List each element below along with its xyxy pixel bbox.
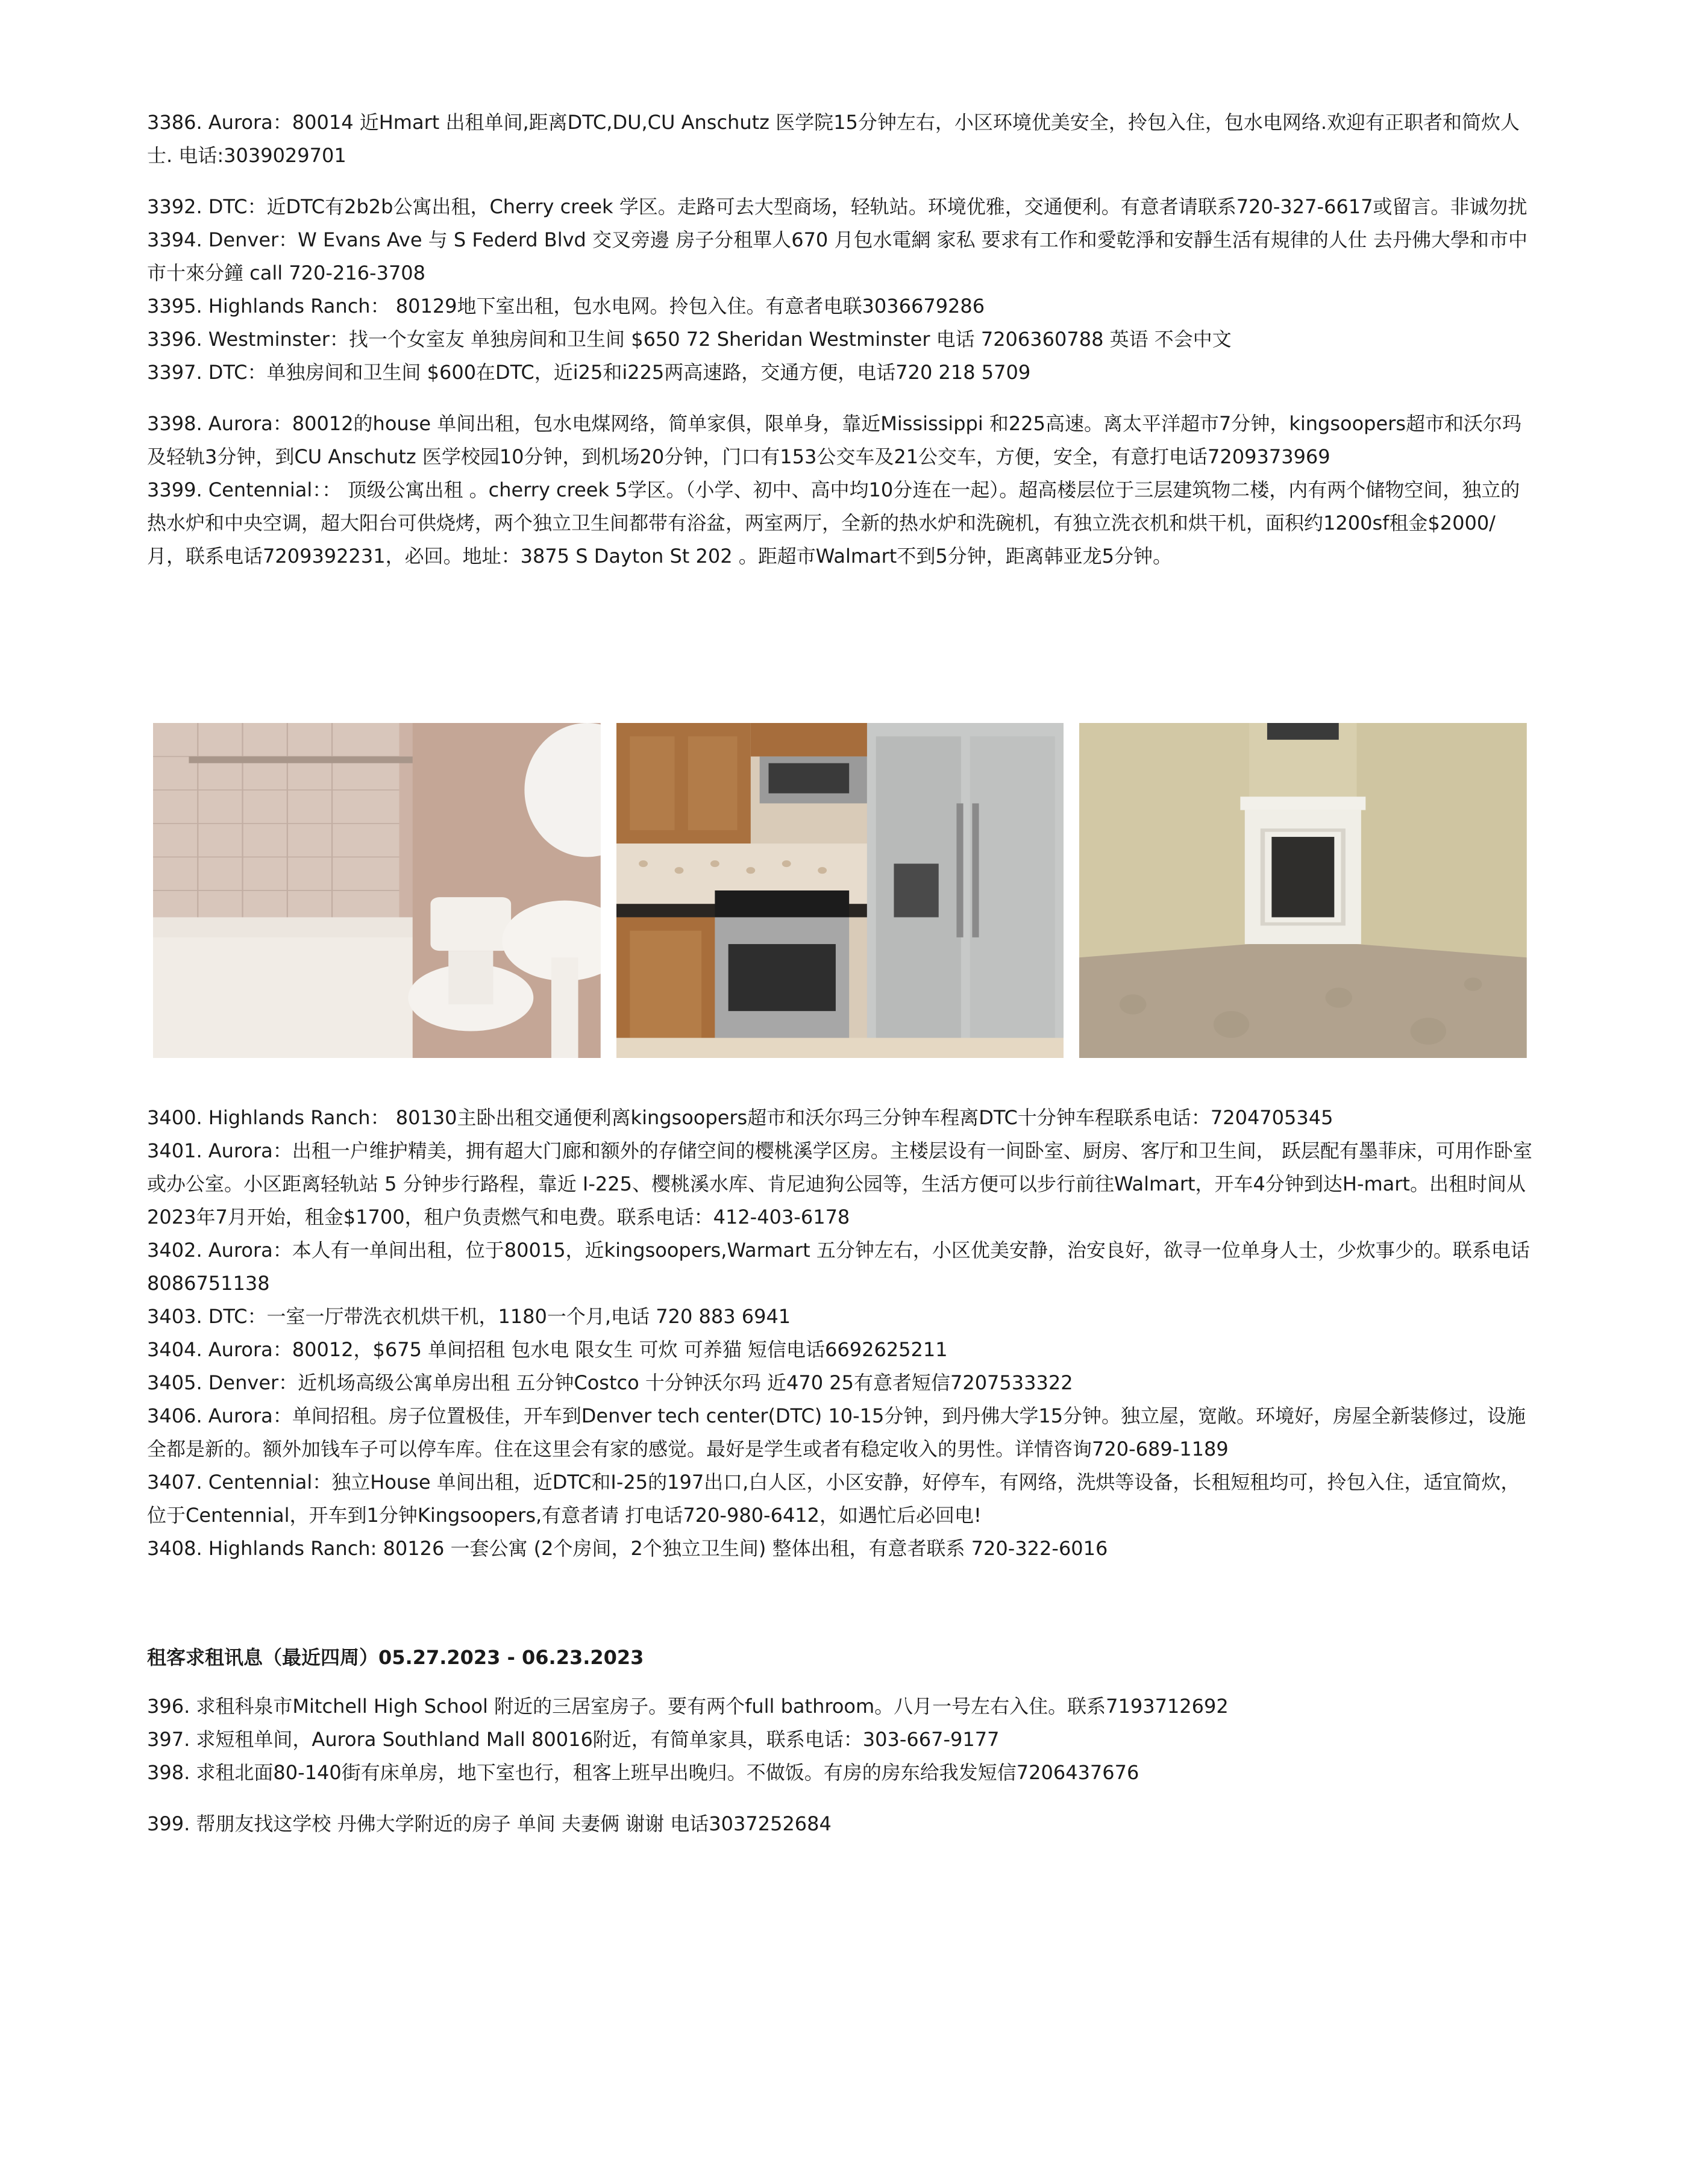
listing-3403: 3403. DTC：一室一厅带洗衣机烘干机，1180一个月,电话 720 883 6941 <box>147 1305 791 1328</box>
listing-3395: 3395. Highlands Ranch： 80129地下室出租，包水电网。拎包入住。有意者电联3036679286 <box>147 295 985 318</box>
request-group-1 <box>147 1690 1533 1789</box>
listings-section <box>147 106 1533 591</box>
listing-group-4 <box>147 1101 1533 1565</box>
listing-3405: 3405. Denver：近机场高级公寓单房出租 五分钟Costco 十分钟沃尔玛 近470 25有意者短信7207533322 <box>147 1371 1073 1394</box>
living-room-image <box>1079 723 1527 1058</box>
listing-photos <box>153 723 1527 1058</box>
request-396: 396. 求租科泉市Mitchell High School 附近的三居室房子。要有两个full bathroom。八月一号左右入住。联系7193712692 <box>147 1695 1229 1718</box>
listing-3400: 3400. Highlands Ranch： 80130主卧出租交通便利离kingsoopers超市和沃尔玛三分钟车程离DTC十分钟车程联系电话：7204705345 <box>147 1106 1333 1129</box>
listing-3402: 3402. Aurora：本人有一单间出租，位于80015，近kingsoopers,Warmart 五分钟左右，小区优美安静，治安良好，欲寻一位单身人士，少炊事少的。联系电话8086751138 <box>147 1239 1530 1295</box>
bathroom-image <box>153 723 601 1058</box>
listing-3394: 3394. Denver：W Evans Ave 与 S Federd Blvd 交叉旁邊 房子分租單人670 月包水電網 家私 要求有工作和愛乾淨和安靜生活有規律的人仕 去丹佛大學和市中市十來分鐘 call 720-216-3708 <box>147 228 1528 284</box>
listing-group-3 <box>147 407 1533 573</box>
kitchen-image <box>616 723 1064 1058</box>
request-397: 397. 求短租单间，Aurora Southland Mall 80016附近，有简单家具，联系电话：303-667-9177 <box>147 1728 1000 1751</box>
listing-3398: 3398. Aurora：80012的house 单间出租，包水电煤网络，简单家俱，限单身，靠近Mississippi 和225高速。离太平洋超市7分钟，kingsoopers超市和沃尔玛及轻轨3分钟，到CU Anschutz 医学校园10分钟，到机场20分钟，门口有153公交车及21公交车，方便，安全，有意打电话7209373969 <box>147 412 1521 468</box>
listing-3396: 3396. Westminster：找一个女室友 单独房间和卫生间 $650 72 Sheridan Westminster 电话 7206360788 英语 不会中文 <box>147 328 1232 351</box>
listing-3397: 3397. DTC：单独房间和卫生间 $600在DTC，近i25和i225两高速路，交通方便，电话720 218 5709 <box>147 361 1031 384</box>
tenant-requests-section <box>147 1641 1533 1859</box>
request-group-2 <box>147 1807 1533 1841</box>
listing-3401: 3401. Aurora：出租一户维护精美，拥有超大门廊和额外的存储空间的樱桃溪学区房。主楼层设有一间卧室、厨房、客厅和卫生间， 跃层配有墨菲床，可用作卧室或办公室。小区距离轻轨站 5 分钟步行路程，靠近 I-225、樱桃溪水库、肯尼迪狗公园等，生活方便可以步行前往Walmart，开车4分钟到达H-mart。出租时间从2023年7月开始，租金$1700，租户负责燃气和电费。联系电话：412-403-6178 <box>147 1139 1532 1228</box>
listing-group-1 <box>147 106 1533 172</box>
section-title: 租客求租讯息（最近四周）05.27.2023 - 06.23.2023 <box>147 1646 644 1669</box>
listing-3399: 3399. Centennial：： 顶级公寓出租 。cherry creek 5学区。（小学、初中、高中均10分连在一起）。超高楼层位于三层建筑物二楼，内有两个储物空间，独立的热水炉和中央空调，超大阳台可供烧烤，两个独立卫生间都带有浴盆，两室两厅，全新的热水炉和洗碗机，有独立洗衣机和烘干机，面积约1200sf租金$2000/月，联系电话7209392231，必回。地址：3875 S Dayton St 202 。距超市Walmart不到5分钟，距离韩亚龙5分钟。 <box>147 478 1520 568</box>
listing-3407: 3407. Centennial：独立House 单间出租，近DTC和I-25的197出口,白人区，小区安静，好停车，有网络，洗烘等设备，长租短租均可，拎包入住，适宜简炊，位于Centennial，开车到1分钟Kingsoopers,有意者请 打电话720-980-6412，如遇忙后必回电! <box>147 1471 1520 1527</box>
listing-group-2 <box>147 190 1533 389</box>
listing-3404: 3404. Aurora：80012，$675 单间招租 包水电 限女生 可炊 可养猫 短信电话6692625211 <box>147 1338 948 1361</box>
bathroom-photo <box>153 723 601 1058</box>
listing-3408: 3408. Highlands Ranch: 80126 一套公寓 (2个房间，2个独立卫生间) 整体出租，有意者联系 720-322-6016 <box>147 1537 1108 1560</box>
request-399: 399. 帮朋友找这学校 丹佛大学附近的房子 单间 夫妻俩 谢谢 电话3037252684 <box>147 1812 832 1835</box>
listing-3406: 3406. Aurora：单间招租。房子位置极佳，开车到Denver tech center(DTC) 10-15分钟，到丹佛大学15分钟。独立屋，宽敞。环境好，房屋全新装修过，设施全都是新的。额外加钱车子可以停车库。住在这里会有家的感觉。最好是学生或者有稳定收入的男性。详情咨询720-689-1189 <box>147 1404 1526 1460</box>
listings-section-2 <box>147 1101 1533 1583</box>
listing-3386: 3386. Aurora：80014 近Hmart 出租单间,距离DTC,DU,CU Anschutz 医学院15分钟左右，小区环境优美安全，拎包入住，包水电网络.欢迎有正职者和简炊人士. 电话:3039029701 <box>147 111 1520 167</box>
living-room-fireplace-photo <box>1079 723 1527 1058</box>
request-398: 398. 求租北面80-140街有床单房，地下室也行，租客上班早出晚归。不做饭。有房的房东给我发短信7206437676 <box>147 1761 1139 1784</box>
listing-3392: 3392. DTC：近DTC有2b2b公寓出租，Cherry creek 学区。走路可去大型商场，轻轨站。环境优雅，交通便利。有意者请联系720-327-6617或留言。非诚勿扰 <box>147 195 1528 218</box>
kitchen-photo <box>616 723 1064 1058</box>
